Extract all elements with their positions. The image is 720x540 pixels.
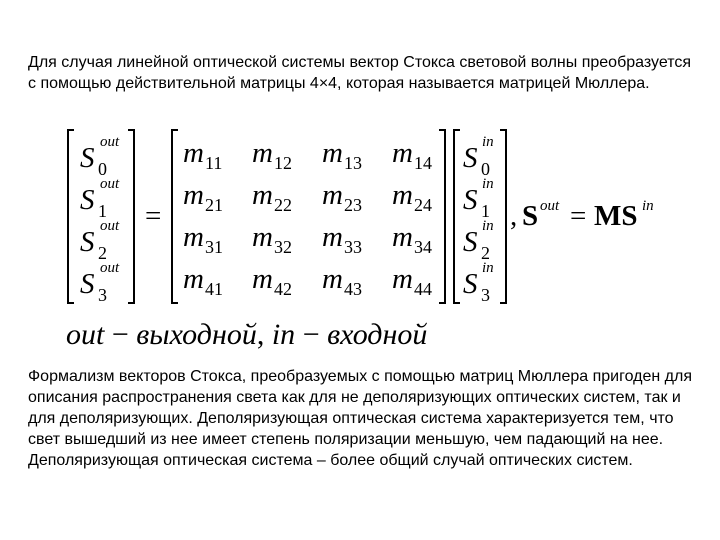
s1-out: S bbox=[80, 184, 95, 216]
s3-out: S bbox=[80, 268, 95, 300]
s2-out: S bbox=[80, 226, 95, 258]
matrix-element-index: 11 bbox=[205, 153, 223, 173]
s0-in-sub: 0 bbox=[481, 159, 490, 179]
input-stokes-vector bbox=[463, 134, 494, 305]
s2-out-sub: 2 bbox=[98, 243, 107, 263]
s3-out-sup: out bbox=[100, 260, 120, 276]
s3-in-sub: 3 bbox=[481, 285, 490, 305]
s3-in-sup: in bbox=[482, 260, 494, 276]
matrix-element-index: 43 bbox=[344, 279, 362, 299]
left-vector-close-bracket bbox=[128, 130, 134, 303]
s0-in-sup: in bbox=[482, 134, 494, 150]
matrix-element: m bbox=[322, 263, 343, 295]
legend-out-term: out bbox=[66, 318, 105, 351]
compact-lhs-sup: out bbox=[540, 198, 560, 214]
mueller-matrix bbox=[183, 137, 432, 299]
s0-out-sub: 0 bbox=[98, 159, 107, 179]
s2-in-sup: in bbox=[482, 218, 494, 234]
matrix-element: m bbox=[252, 221, 273, 253]
s1-out-sub: 1 bbox=[98, 201, 107, 221]
s1-in: S bbox=[463, 184, 478, 216]
s2-in-sub: 2 bbox=[481, 243, 490, 263]
matrix-element: m bbox=[183, 263, 204, 295]
matrix-element: m bbox=[392, 179, 413, 211]
matrix-element: m bbox=[183, 221, 204, 253]
matrix-element-index: 13 bbox=[344, 153, 362, 173]
legend-in-term: in bbox=[271, 318, 296, 351]
right-vector-close-bracket bbox=[500, 130, 506, 303]
left-vector-open-bracket bbox=[68, 130, 74, 303]
compact-rhs-sup: in bbox=[642, 198, 654, 214]
mueller-equation bbox=[0, 120, 720, 320]
legend-dash-1: − bbox=[111, 318, 129, 351]
compact-equation bbox=[510, 198, 654, 232]
s3-out-sub: 3 bbox=[98, 285, 107, 305]
s0-out: S bbox=[80, 142, 95, 174]
compact-equals: = bbox=[570, 200, 587, 232]
matrix-element-index: 22 bbox=[274, 195, 292, 215]
right-vector-open-bracket bbox=[454, 130, 460, 303]
s1-out-sup: out bbox=[100, 176, 120, 192]
matrix-element: m bbox=[252, 179, 273, 211]
matrix-element-index: 34 bbox=[414, 237, 432, 257]
matrix-element-index: 23 bbox=[344, 195, 362, 215]
matrix-element-index: 14 bbox=[414, 153, 432, 173]
matrix-element-index: 41 bbox=[205, 279, 223, 299]
s3-in: S bbox=[463, 268, 478, 300]
matrix-element: m bbox=[252, 263, 273, 295]
equals-sign: = bbox=[145, 200, 162, 232]
s2-in: S bbox=[463, 226, 478, 258]
matrix-element-index: 21 bbox=[205, 195, 223, 215]
legend-comma: , bbox=[256, 318, 265, 351]
matrix-element-index: 33 bbox=[344, 237, 362, 257]
matrix-element: m bbox=[183, 137, 204, 169]
output-stokes-vector bbox=[80, 134, 120, 305]
legend-in-meaning: входной bbox=[327, 318, 428, 351]
notation-legend bbox=[66, 318, 427, 352]
s0-out-sup: out bbox=[100, 134, 120, 150]
matrix-element-index: 24 bbox=[414, 195, 432, 215]
s1-in-sup: in bbox=[482, 176, 494, 192]
compact-rhs: MS bbox=[594, 200, 638, 232]
intro-paragraph: Для случая линейной оптической системы вектор Стокса световой волны преобразуется с помощью действительной матрицы 4×4, которая называется матрицей Мюллера. bbox=[28, 54, 692, 92]
matrix-element: m bbox=[392, 137, 413, 169]
s2-out-sup: out bbox=[100, 218, 120, 234]
matrix-element: m bbox=[183, 179, 204, 211]
s1-in-sub: 1 bbox=[481, 201, 490, 221]
compact-comma: , bbox=[510, 200, 518, 232]
matrix-element-index: 42 bbox=[274, 279, 292, 299]
legend-out-meaning: выходной bbox=[136, 318, 257, 351]
matrix-element: m bbox=[322, 179, 343, 211]
matrix-element-index: 12 bbox=[274, 153, 292, 173]
matrix-open-bracket bbox=[172, 130, 178, 303]
matrix-element-index: 44 bbox=[414, 279, 432, 299]
matrix-element-index: 31 bbox=[205, 237, 223, 257]
matrix-element: m bbox=[392, 221, 413, 253]
matrix-close-bracket bbox=[439, 130, 445, 303]
matrix-element: m bbox=[252, 137, 273, 169]
matrix-element: m bbox=[392, 263, 413, 295]
compact-lhs: S bbox=[522, 200, 539, 232]
matrix-element-index: 32 bbox=[274, 237, 292, 257]
legend-dash-2: − bbox=[302, 318, 320, 351]
matrix-element: m bbox=[322, 137, 343, 169]
body-paragraph: Формализм векторов Стокса, преобразуемых с помощью матриц Мюллера пригоден для описания распространения света как для не деполяризующих оптических систем, так и для деполяризующих. Деполяризующая оптическая система характеризуется тем, что свет вышедший из нее имеет степень поляризации меньшую, чем падающий на нее. Деполяризующая оптическая система – более общий случай оптических систем. bbox=[28, 368, 692, 469]
s0-in: S bbox=[463, 142, 478, 174]
matrix-element: m bbox=[322, 221, 343, 253]
